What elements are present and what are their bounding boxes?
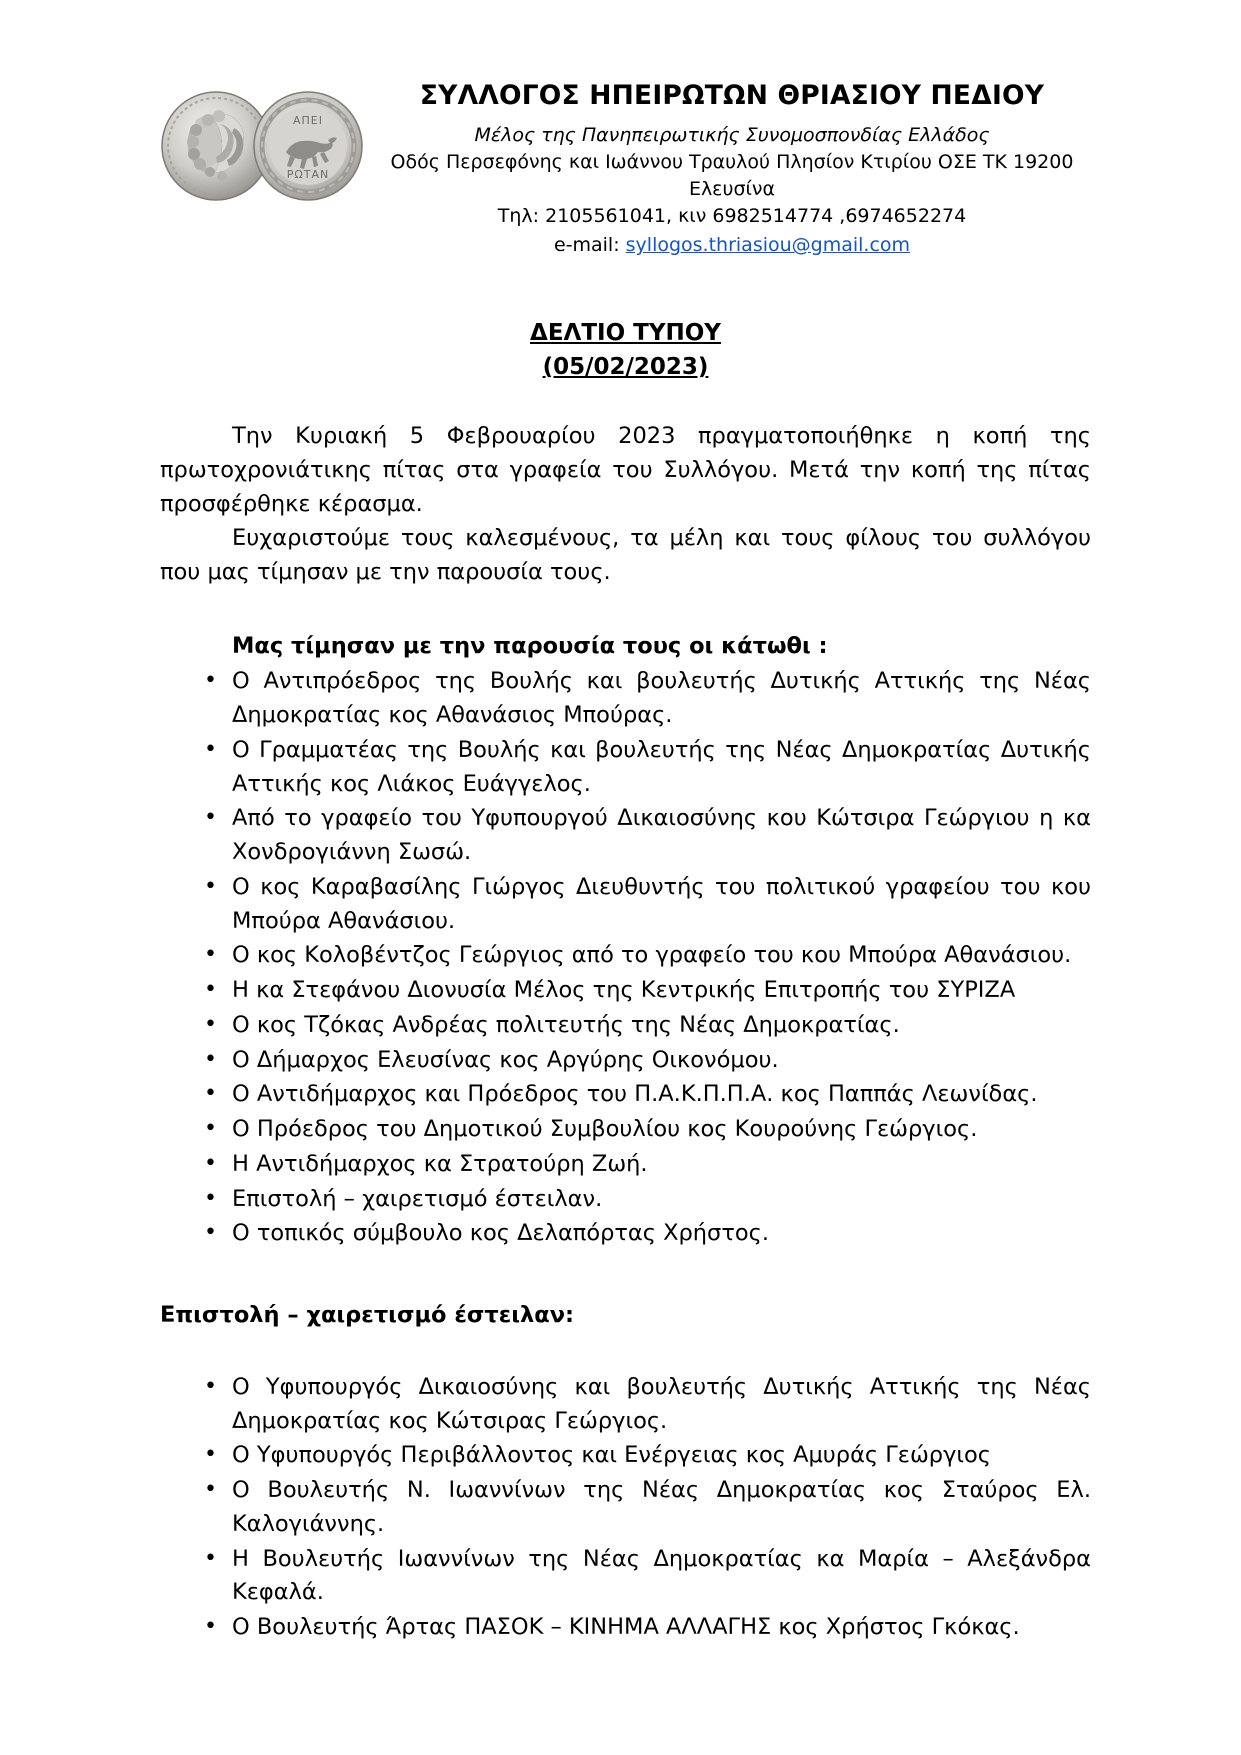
intro-paragraph-2-text: Ευχαριστούμε τους καλεσμένους, τα μέλη και τους φίλους του συλλόγου που μας τίμησαν με την παρουσία τους. xyxy=(160,525,1091,586)
organization-membership: Μέλος της Πανηπειρωτικής Συνομοσπονδίας Ελλάδος xyxy=(474,123,990,146)
list-item: • Ο Αντιπρόεδρος της Βουλής και βουλευτής Δυτικής Αττικής της Νέας Δημοκρατίας κος Αθανάσιος Μπούρας. xyxy=(160,665,1091,733)
attendees-list xyxy=(160,665,1091,1251)
list-item: • Ο Υφυπουργός Περιβάλλοντος και Ενέργειας κος Αμυράς Γεώργιος xyxy=(160,1439,1091,1473)
ancient-coin-reverse-icon xyxy=(252,90,364,202)
list-item: • Η Βουλευτής Ιωαννίνων της Νέας Δημοκρατίας κα Μαρία – Αλεξάνδρα Κεφαλά. xyxy=(160,1543,1091,1611)
press-release-heading: ΔΕΛΤΙΟ ΤΥΠΟΥ xyxy=(530,319,721,346)
email-label: e-mail: xyxy=(553,234,620,257)
list-item: • Ο Υφυπουργός Δικαιοσύνης και βουλευτής Δυτικής Αττικής της Νέας Δημοκρατίας κος Κώτσιρας Γεώργιος. xyxy=(160,1371,1091,1439)
intro-paragraph-1 xyxy=(160,419,1091,522)
svg-text:ΑΠΕΙ: ΑΠΕΙ xyxy=(293,114,323,127)
list-item: • Η Αντιδήμαρχος κα Στρατούρη Ζωή. xyxy=(160,1148,1091,1182)
list-item: • Η κα Στεφάνου Διονυσία Μέλος της Κεντρικής Επιτροπής του ΣΥΡΙΖΑ xyxy=(160,974,1091,1008)
organization-phones: Τηλ: 2105561041, κιν 6982514774 ,6974652274 xyxy=(497,205,967,228)
organization-city: Ελευσίνα xyxy=(688,178,776,201)
list-item: • Ο Βουλευτής Άρτας ΠΑΣΟΚ – ΚΙΝΗΜΑ ΑΛΛΑΓΗΣ κος Χρήστος Γκόκας. xyxy=(160,1611,1091,1645)
list-item: • Ο κος Κολοβέντζος Γεώργιος από το γραφείο του κου Μπούρα Αθανάσιου. xyxy=(160,939,1091,973)
intro-paragraph-2 xyxy=(160,521,1091,589)
press-release-date-row xyxy=(160,350,1091,385)
list-item: • Ο τοπικός σύμβουλο κος Δελαπόρτας Χρήστος. xyxy=(160,1217,1091,1251)
press-release-heading-row xyxy=(160,316,1091,351)
list-item: • Ο Δήμαρχος Ελευσίνας κος Αργύρης Οικονόμου. xyxy=(160,1044,1091,1078)
list-item: • Ο Γραμματέας της Βουλής και βουλευτής της Νέας Δημοκρατίας Δυτικής Αττικής κος Λιάκος Ευάγγελος. xyxy=(160,734,1091,802)
email-link[interactable]: syllogos.thriasiou@gmail.com xyxy=(625,234,911,257)
attendees-heading: Μας τίμησαν με την παρουσία τους οι κάτωθι : xyxy=(232,632,828,659)
organization-logo xyxy=(160,90,365,210)
list-item: • Επιστολή – χαιρετισμό έστειλαν. xyxy=(160,1183,1091,1217)
list-item: • Ο κος Τζόκας Ανδρέας πολιτευτής της Νέας Δημοκρατίας. xyxy=(160,1009,1091,1043)
letters-list xyxy=(160,1371,1091,1645)
organization-address: Οδός Περσεφόνης και Ιωάννου Τραυλού Πλησίον Κτιρίου ΟΣΕ ΤΚ 19200 xyxy=(390,151,1074,174)
intro-paragraph-1-text: Την Κυριακή 5 Φεβρουαρίου 2023 πραγματοποιήθηκε η κοπή της πρωτοχρονιάτικης πίτας στα γραφεία του Συλλόγου. Μετά την κοπή της πίτας προσφέρθηκε κέρασμα. xyxy=(160,422,1091,518)
list-item: • Ο Βουλευτής Ν. Ιωαννίνων της Νέας Δημοκρατίας κος Σταύρος Ελ. Καλογιάννης. xyxy=(160,1474,1091,1542)
list-item: • Ο Πρόεδρος του Δημοτικού Συμβουλίου κος Κουρούνης Γεώργιος. xyxy=(160,1113,1091,1147)
press-release-date: (05/02/2023) xyxy=(542,354,709,381)
list-item: • Ο Αντιδήμαρχος και Πρόεδρος του Π.Α.Κ.Π.Π.Α. κος Παππάς Λεωνίδας. xyxy=(160,1078,1091,1112)
letters-heading: Επιστολή – χαιρετισμό έστειλαν: xyxy=(160,1302,575,1329)
svg-text:ΡΩΤΑΝ: ΡΩΤΑΝ xyxy=(286,168,330,181)
letterhead xyxy=(160,80,1091,260)
organization-title: ΣΥΛΛΟΓΟΣ ΗΠΕΙΡΩΤΩΝ ΘΡΙΑΣΙΟΥ ΠΕΔΙΟΥ xyxy=(419,80,1045,111)
list-item: • Από το γραφείο του Υφυπουργού Δικαιοσύνης κου Κώτσιρα Γεώργιου η κα Χονδρογιάννη Σωσώ. xyxy=(160,802,1091,870)
organization-email-line xyxy=(383,231,1081,260)
organization-details xyxy=(383,80,1091,260)
document-title-block xyxy=(160,316,1091,385)
list-item: • Ο κος Καραβασίλης Γιώργος Διευθυντής του πολιτικού γραφείου του κου Μπούρα Αθανάσιου. xyxy=(160,871,1091,939)
